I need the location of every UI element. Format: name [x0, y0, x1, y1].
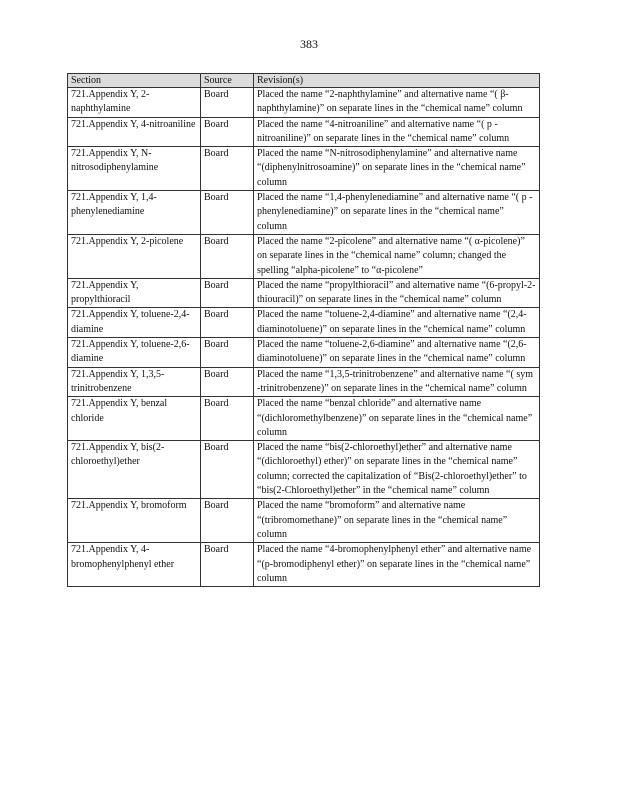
source-column-header: Source — [201, 74, 254, 88]
source-cell: Board — [201, 338, 254, 368]
table-row — [68, 367, 540, 397]
revisions-table — [67, 73, 540, 587]
page-number: 383 — [300, 37, 318, 51]
revision-cell: Placed the name “4-nitroaniline” and alternative name “( p -nitroaniline)” on separate lines in the “chemical name” column — [254, 117, 540, 147]
section-cell: 721.Appendix Y, 2-picolene — [68, 234, 201, 278]
revision-cell: Placed the name “4-bromophenylphenyl ether” and alternative name “(p-bromodiphenyl ether)” on separate lines in the “chemical name” column — [254, 543, 540, 587]
table-row — [68, 278, 540, 308]
revision-cell: Placed the name “benzal chloride” and alternative name “(dichloromethylbenzene)” on separate lines in the “chemical name” column — [254, 397, 540, 441]
table-row — [68, 117, 540, 147]
source-cell: Board — [201, 499, 254, 543]
table-row — [68, 191, 540, 235]
source-cell: Board — [201, 543, 254, 587]
table-row — [68, 543, 540, 587]
source-cell: Board — [201, 367, 254, 397]
section-cell: 721.Appendix Y, toluene-2,6-diamine — [68, 338, 201, 368]
section-cell: 721.Appendix Y, propylthioracil — [68, 278, 201, 308]
section-cell: 721.Appendix Y, bromoform — [68, 499, 201, 543]
table-body — [68, 88, 540, 587]
revision-column-header: Revision(s) — [254, 74, 540, 88]
table-row — [68, 338, 540, 368]
revision-cell: Placed the name “2-naphthylamine” and alternative name “( β-naphthylamine)” on separate lines in the “chemical name” column — [254, 88, 540, 118]
revision-cell: Placed the name “toluene-2,4-diamine” and alternative name “(2,4-diaminotoluene)” on separate lines in the “chemical name” column — [254, 308, 540, 338]
source-cell: Board — [201, 397, 254, 441]
section-cell: 721.Appendix Y, 1,3,5-trinitrobenzene — [68, 367, 201, 397]
revision-cell: Placed the name “bis(2-chloroethyl)ether” and alternative name “(dichloroethyl) ether)” on separate lines in the “chemical name” column; corrected the capitalization of “Bis(2-chloroethyl)ether” to “bis(2-Chloroethyl)ether” in the “chemical name” column — [254, 441, 540, 499]
table-row — [68, 88, 540, 118]
source-cell: Board — [201, 234, 254, 278]
header-row — [68, 74, 540, 88]
section-cell: 721.Appendix Y, 2-naphthylamine — [68, 88, 201, 118]
section-cell: 721.Appendix Y, bis(2-chloroethyl)ether — [68, 441, 201, 499]
table-row — [68, 441, 540, 499]
revision-cell: Placed the name “1,4-phenylenediamine” and alternative name “( p -phenylenediamine)” on separate lines in the “chemical name” column — [254, 191, 540, 235]
table-row — [68, 234, 540, 278]
table-row — [68, 397, 540, 441]
revision-cell: Placed the name “bromoform” and alternative name “(tribromomethane)” on separate lines in the “chemical name” column — [254, 499, 540, 543]
source-cell: Board — [201, 147, 254, 191]
section-cell: 721.Appendix Y, N-nitrosodiphenylamine — [68, 147, 201, 191]
section-cell: 721.Appendix Y, benzal chloride — [68, 397, 201, 441]
source-cell: Board — [201, 308, 254, 338]
revision-cell: Placed the name “1,3,5-trinitrobenzene” and alternative name “( sym -trinitrobenzene)” on separate lines in the “chemical name” column — [254, 367, 540, 397]
source-cell: Board — [201, 441, 254, 499]
revision-cell: Placed the name “propylthioracil” and alternative name “(6-propyl-2-thiouracil)” on separate lines in the “chemical name” column — [254, 278, 540, 308]
section-column-header: Section — [68, 74, 201, 88]
section-cell: 721.Appendix Y, 1,4-phenylenediamine — [68, 191, 201, 235]
section-cell: 721.Appendix Y, toluene-2,4-diamine — [68, 308, 201, 338]
table-row — [68, 308, 540, 338]
revision-cell: Placed the name “N-nitrosodiphenylamine” and alternative name “(diphenylnitrosoamine)” on separate lines in the “chemical name” column — [254, 147, 540, 191]
source-cell: Board — [201, 88, 254, 118]
source-cell: Board — [201, 117, 254, 147]
table-row — [68, 499, 540, 543]
source-cell: Board — [201, 278, 254, 308]
revision-cell: Placed the name “toluene-2,6-diamine” and alternative name “(2,6-diaminotoluene)” on separate lines in the “chemical name” column — [254, 338, 540, 368]
revision-cell: Placed the name “2-picolene” and alternative name “( α-picolene)” on separate lines in the “chemical name” column; changed the spelling “alpha-picolene” to “α-picolene” — [254, 234, 540, 278]
source-cell: Board — [201, 191, 254, 235]
table-row — [68, 147, 540, 191]
section-cell: 721.Appendix Y, 4-nitroaniline — [68, 117, 201, 147]
section-cell: 721.Appendix Y, 4-bromophenylphenyl ether — [68, 543, 201, 587]
